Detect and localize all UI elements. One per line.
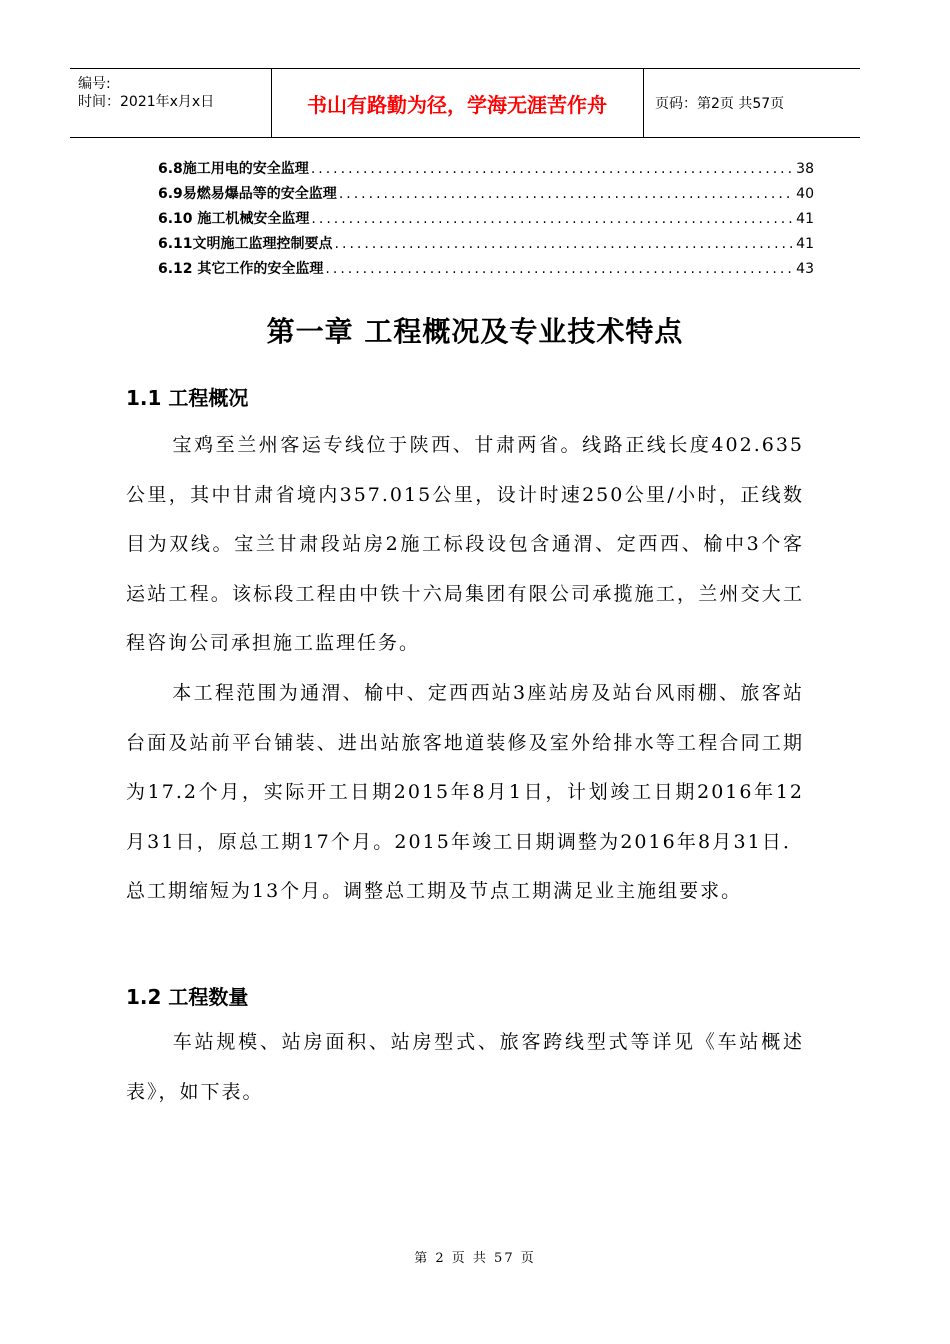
toc-leader-dots [339,186,794,202]
header-motto: 书山有路勤为径，学海无涯苦作舟 [307,92,607,117]
table-of-contents [158,158,814,283]
toc-entry[interactable] [158,258,814,283]
toc-entry-page: 43 [796,261,814,277]
paragraph-overview [126,421,804,669]
toc-entry-title: 6.11文明施工监理控制要点 [158,236,333,252]
date-label: 时间：2021年x月x日 [78,94,215,110]
section-heading-1-2: 1.2 工程数量 [126,985,249,1009]
toc-entry[interactable] [158,183,814,208]
toc-entry[interactable] [158,158,814,183]
toc-entry-title: 6.8施工用电的安全监理 [158,161,309,177]
header-page-info: 页码：第2页 共57页 [655,96,785,112]
toc-entry-title: 6.10 施工机械安全监理 [158,211,310,227]
header-divider [643,69,644,137]
paragraph-text: 宝鸡至兰州客运专线位于陕西、甘肃两省。线路正线长度402.635公里，其中甘肃省境内357.015公里，设计时速250公里/小时，正线数目为双线。宝兰甘肃段站房2施工标段设包含通渭、定西西、榆中3个客运站工程。该标段工程由中铁十六局集团有限公司承揽施工，兰州交大工程咨询公司承担施工监理任务。 [126,434,804,654]
toc-entry-page: 40 [796,186,814,202]
toc-leader-dots [311,211,794,227]
toc-leader-dots [311,161,794,177]
paragraph-quantity [126,1018,804,1117]
header-table [70,68,860,138]
toc-leader-dots [335,236,795,252]
paragraph-text: 本工程范围为通渭、榆中、定西西站3座站房及站台风雨棚、旅客站台面及站前平台铺装、进出站旅客地道装修及室外给排水等工程合同工期为17.2个月，实际开工日期2015年8月1日，计划竣工日期2016年12月31日，原总工期17个月。2015年竣工日期调整为2016年8月31日．总工期缩短为13个月。调整总工期及节点工期满足业主施组要求。 [126,682,804,902]
code-label: 编号: [78,76,111,92]
toc-leader-dots [325,261,794,277]
toc-entry[interactable] [158,233,814,258]
chapter-title: 第一章 工程概况及专业技术特点 [266,315,684,348]
toc-entry-page: 38 [796,161,814,177]
toc-entry[interactable] [158,208,814,233]
page-footer: 第 2 页 共 57 页 [414,1251,536,1266]
toc-entry-title: 6.9易燃易爆品等的安全监理 [158,186,337,202]
toc-entry-page: 41 [796,211,814,227]
header-meta [70,69,270,137]
section-heading-1-1: 1.1 工程概况 [126,386,249,410]
paragraph-text: 车站规模、站房面积、站房型式、旅客跨线型式等详见《车站概述表》，如下表。 [126,1031,804,1103]
paragraph-scope [126,669,804,917]
toc-entry-page: 41 [796,236,814,252]
toc-entry-title: 6.12 其它工作的安全监理 [158,261,324,277]
